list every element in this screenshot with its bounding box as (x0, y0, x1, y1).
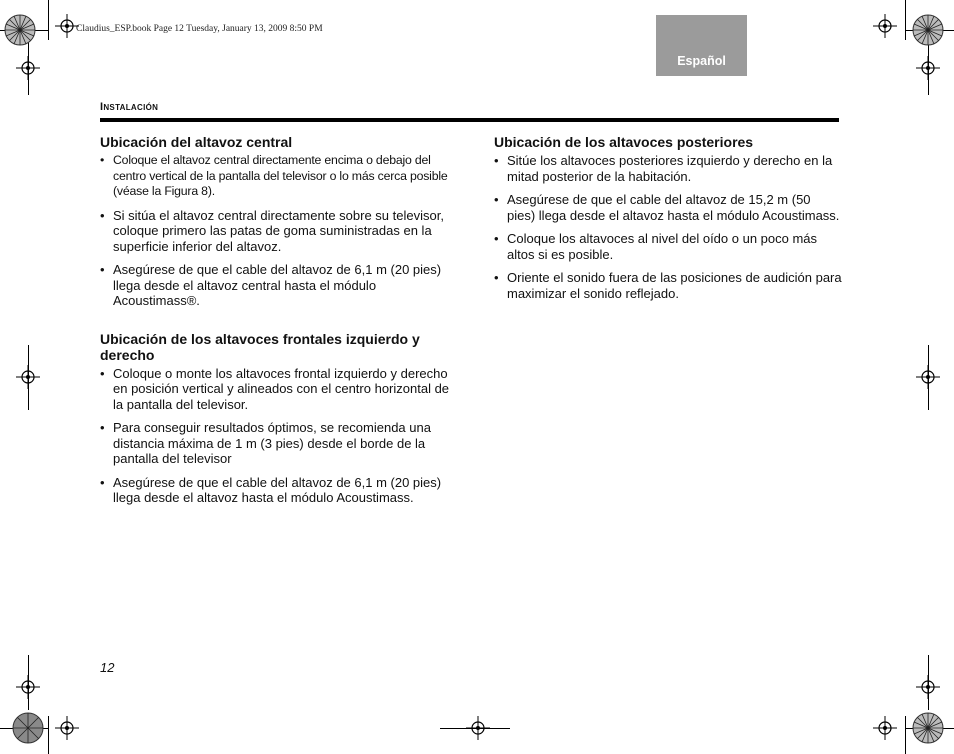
list-item: • Asegúrese de que el cable del altavoz de 6,1 m (20 pies) llega desde el altavoz hasta el módulo Acoustimass. (100, 474, 442, 505)
registration-mark-icon (16, 675, 40, 699)
registration-mark-icon (16, 365, 40, 389)
bullet: • (100, 207, 105, 223)
bullet: • (100, 153, 105, 167)
bullet: • (100, 474, 105, 490)
registration-mark-icon (916, 365, 940, 389)
list-item: • Oriente el sonido fuera de las posiciones de audición para maximizar el sonido reflejado. (494, 270, 842, 301)
heading-front-speakers: Ubicación de los altavoces frontales izquierdo y derecho (100, 330, 420, 363)
section-title: Instalación (100, 101, 159, 113)
registration-mark-icon (55, 716, 79, 740)
registration-mark-icon (916, 56, 940, 80)
language-tab (656, 15, 747, 76)
section-rule (100, 118, 839, 122)
crop-line (905, 716, 906, 754)
bullet: • (494, 270, 499, 285)
list-item: • Coloque el altavoz central directamente encima o debajo del centro vertical de la pantalla del televisor o lo más cerca posible (véase la Figura 8). (100, 153, 448, 198)
registration-mark-icon (55, 14, 79, 38)
color-target-icon (12, 712, 44, 744)
list-central-speaker (100, 153, 450, 309)
registration-mark-icon (16, 56, 40, 80)
bullet: • (494, 231, 499, 246)
heading-rear-speakers: Ubicación de los altavoces posteriores (494, 134, 754, 150)
bullet: • (100, 365, 105, 381)
list-item: • Coloque los altavoces al nivel del oído o un poco más altos si es posible. (494, 231, 818, 262)
registration-mark-icon (873, 14, 897, 38)
crop-line (48, 716, 49, 754)
color-target-icon (912, 712, 944, 744)
crop-line (440, 728, 510, 729)
crop-line (48, 0, 49, 40)
list-front-speakers (100, 366, 450, 506)
bullet: • (100, 262, 105, 277)
list-item: • Para conseguir resultados óptimos, se recomienda una distancia máxima de 1 m (3 pies) desde el borde de la pantalla del televisor (100, 420, 431, 466)
right-column (494, 134, 842, 309)
page-number: 12 (100, 660, 115, 675)
list-item: • Sitúe los altavoces posteriores izquierdo y derecho en la mitad posterior de la habitación. (494, 153, 833, 184)
bullet: • (494, 192, 499, 207)
color-target-icon (912, 14, 944, 46)
registration-mark-icon (916, 675, 940, 699)
left-column (100, 134, 450, 514)
list-rear-speakers (494, 153, 842, 301)
language-tab-label: Español (677, 54, 726, 68)
list-item: • Coloque o monte los altavoces frontal izquierdo y derecho en posición vertical y alineados con el centro horizontal de la pantalla del televisor. (100, 365, 450, 412)
bullet: • (494, 153, 499, 168)
list-item: • Asegúrese de que el cable del altavoz de 6,1 m (20 pies) llega desde el altavoz central hasta el módulo Acoustimass®. (100, 262, 442, 308)
registration-mark-icon (873, 716, 897, 740)
bullet: • (100, 420, 105, 435)
list-item: • Asegúrese de que el cable del altavoz de 15,2 m (50 pies) llega desde el altavoz hasta el módulo Acoustimass. (494, 192, 840, 223)
print-header: Claudius_ESP.book Page 12 Tuesday, January 13, 2009 8:50 PM (76, 24, 323, 34)
crop-line (905, 0, 906, 40)
heading-central-speaker: Ubicación del altavoz central (100, 134, 293, 150)
color-target-icon (4, 14, 36, 46)
list-item: • Si sitúa el altavoz central directamente sobre su televisor, coloque primero las patas de goma suministradas en la superficie inferior del altavoz. (100, 207, 444, 254)
